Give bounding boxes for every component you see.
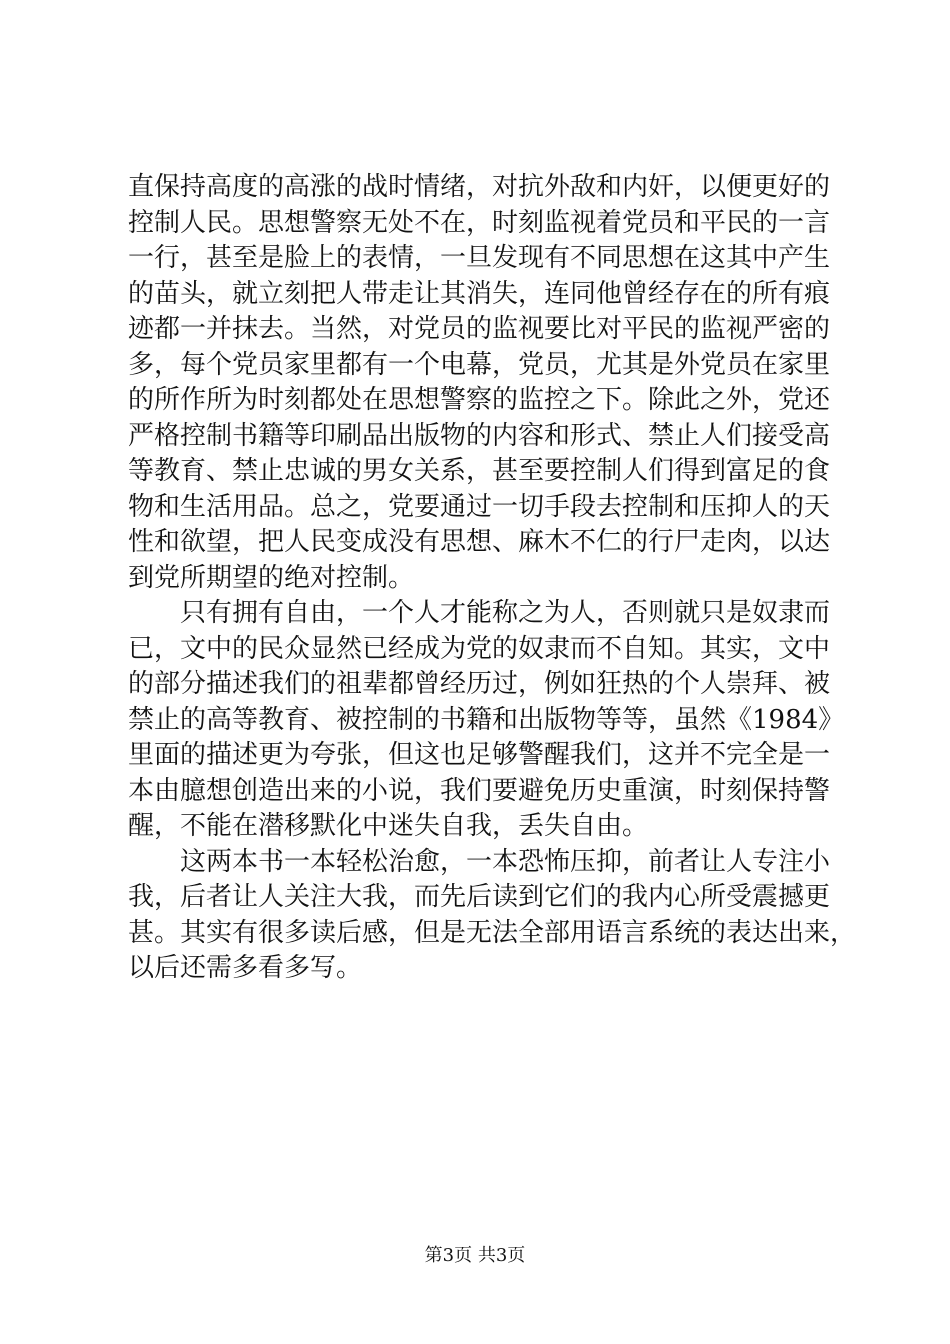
- text-line: 的苗头，就立刻把人带走让其消失，连同他曾经存在的所有痕: [128, 278, 831, 309]
- text-line: 我，后者让人关注大我，而先后读到它们的我内心所受震撼更: [128, 882, 831, 912]
- page-number: 第3页 共3页: [424, 1245, 526, 1266]
- text-line: 迹都一并抹去。当然，对党员的监视要比对平民的监视严密的: [128, 314, 831, 344]
- text-line: 甚。其实有很多读后感，但是无法全部用语言系统的表达出来，: [128, 917, 857, 948]
- text-line: 这两本书一本轻松治愈，一本恐怖压抑，前者让人专注小: [128, 846, 831, 877]
- text-line: 严格控制书籍等印刷品出版物的内容和形式、禁止人们接受高: [128, 420, 831, 451]
- text-line: 本由臆想创造出来的小说，我们要避免历史重演，时刻保持警: [128, 775, 831, 806]
- text-line: 直保持高度的高涨的战时情绪，对抗外敌和内奸，以便更好的: [128, 172, 831, 202]
- text-line: 醒，不能在潜移默化中迷失自我，丢失自由。: [128, 811, 649, 841]
- page-footer: [0, 1244, 950, 1268]
- text-line: 多，每个党员家里都有一个电幕，党员，尤其是外党员在家里: [128, 349, 831, 380]
- text-line: 的部分描述我们的祖辈都曾经历过，例如狂热的个人崇拜、被: [128, 669, 831, 699]
- text-line: 已，文中的民众显然已经成为党的奴隶而不自知。其实，文中: [128, 633, 831, 664]
- text-line: 等教育、禁止忠诚的男女关系，甚至要控制人们得到富足的食: [128, 456, 831, 486]
- text-line: 只有拥有自由，一个人才能称之为人，否则就只是奴隶而: [128, 598, 831, 628]
- text-line: 一行，甚至是脸上的表情，一旦发现有不同思想在这其中产生: [128, 243, 831, 273]
- text-line: 控制人民。思想警察无处不在，时刻监视着党员和平民的一言: [128, 207, 831, 238]
- text-line: 性和欲望，把人民变成没有思想、麻木不仁的行尸走肉，以达: [128, 527, 831, 557]
- text-line: 禁止的高等教育、被控制的书籍和出版物等等，虽然《1984》: [128, 704, 845, 735]
- text-line: 物和生活用品。总之，党要通过一切手段去控制和压抑人的天: [128, 491, 831, 522]
- text-line: 里面的描述更为夸张，但这也足够警醒我们，这并不完全是一: [128, 740, 831, 770]
- text-line: 到党所期望的绝对控制。: [128, 562, 415, 593]
- text-line: 的所作所为时刻都处在思想警察的监控之下。除此之外，党还: [128, 385, 831, 415]
- body-text: [128, 170, 857, 987]
- text-line: 以后还需多看多写。: [128, 953, 363, 983]
